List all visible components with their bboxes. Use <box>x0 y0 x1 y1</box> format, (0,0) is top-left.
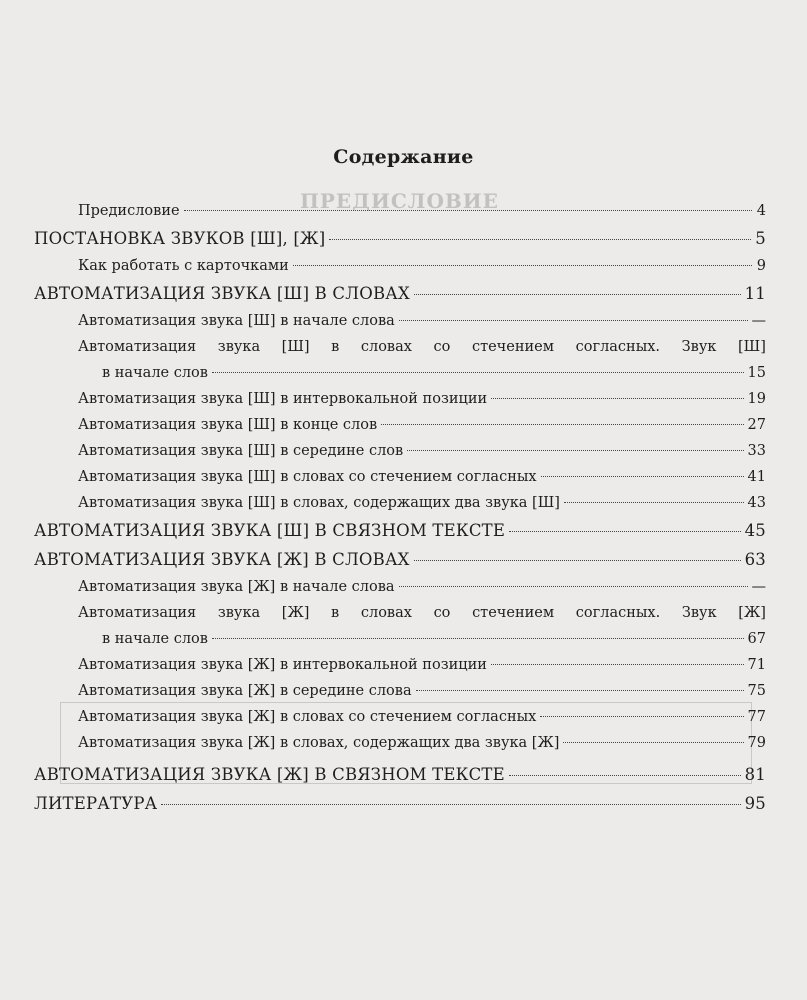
toc-entry[interactable] <box>34 198 766 224</box>
dot-leader <box>184 210 752 211</box>
bleed-through-heading: ПРЕДИСЛОВИЕ <box>300 189 499 213</box>
toc-entry[interactable] <box>34 386 766 412</box>
toc-entry-page: 45 <box>744 521 766 540</box>
toc-entry-label: ПОСТАНОВКА ЗВУКОВ [Ш], [Ж] <box>34 229 326 248</box>
toc-entry[interactable] <box>34 545 766 574</box>
toc-entry-label: АВТОМАТИЗАЦИЯ ЗВУКА [Ж] В СВЯЗНОМ ТЕКСТЕ <box>34 765 505 784</box>
toc-entry-line2 <box>34 626 766 652</box>
toc-entry-multiline[interactable] <box>34 600 766 652</box>
toc-entry-page: 9 <box>756 258 766 274</box>
dot-leader <box>212 372 744 373</box>
toc-entry[interactable] <box>34 652 766 678</box>
toc-entry-page: 11 <box>744 284 766 303</box>
toc-entry-label: Автоматизация звука [Ш] в начале слова <box>78 313 395 329</box>
toc-entry-label: Автоматизация звука [Ж] в словах со стечением согласных <box>78 709 537 725</box>
toc-entry-page: 27 <box>747 417 766 433</box>
toc-entry[interactable] <box>34 678 766 704</box>
dot-leader <box>491 664 744 665</box>
toc-entry-label: Автоматизация звука [Ш] в словах, содержащих два звука [Ш] <box>78 495 560 511</box>
toc-entry-label: Автоматизация звука [Ж] в середине слова <box>78 683 412 699</box>
toc-entry[interactable] <box>34 438 766 464</box>
toc-entry-label-line1: Автоматизация звука [Ш] в словах со стечением согласных. Звук [Ш] <box>78 339 766 355</box>
toc-entry-label: Автоматизация звука [Ж] в начале слова <box>78 579 395 595</box>
toc-entry[interactable] <box>34 704 766 730</box>
toc-entry-label: Автоматизация звука [Ш] в интервокальной позиции <box>78 391 488 407</box>
table-of-contents <box>34 198 766 818</box>
dot-leader <box>509 531 740 532</box>
toc-entry-label: Как работать с карточками <box>78 258 289 274</box>
toc-entry-label: АВТОМАТИЗАЦИЯ ЗВУКА [Ш] В СЛОВАХ <box>34 284 410 303</box>
toc-entry-label: Автоматизация звука [Ш] в середине слов <box>78 443 404 459</box>
toc-entry-label: АВТОМАТИЗАЦИЯ ЗВУКА [Ш] В СВЯЗНОМ ТЕКСТЕ <box>34 521 506 540</box>
toc-entry-line2 <box>34 360 766 386</box>
toc-entry[interactable] <box>34 760 766 789</box>
toc-entry-page: 41 <box>747 469 766 485</box>
dot-leader <box>416 690 744 691</box>
toc-entry[interactable] <box>34 279 766 308</box>
toc-entry-page: 5 <box>755 229 766 248</box>
dot-leader <box>407 450 743 451</box>
dot-leader <box>161 804 740 805</box>
toc-entry[interactable] <box>34 464 766 490</box>
toc-entry-page: 15 <box>747 365 766 381</box>
toc-entry-label: Автоматизация звука [Ш] в конце слов <box>78 417 378 433</box>
dot-leader <box>329 239 751 240</box>
toc-entry-label: АВТОМАТИЗАЦИЯ ЗВУКА [Ж] В СЛОВАХ <box>34 550 410 569</box>
toc-entry[interactable] <box>34 308 766 334</box>
toc-entry-label: в начале слов <box>102 365 208 381</box>
toc-entry[interactable] <box>34 490 766 516</box>
dot-leader <box>381 424 743 425</box>
dot-leader <box>509 775 741 776</box>
toc-entry-label: ЛИТЕРАТУРА <box>34 794 158 813</box>
toc-entry-page: 79 <box>747 735 766 751</box>
dot-leader <box>399 320 748 321</box>
dot-leader <box>293 265 752 266</box>
toc-entry-page: — <box>751 579 766 595</box>
dot-leader <box>399 586 748 587</box>
dot-leader <box>563 742 743 743</box>
toc-entry[interactable] <box>34 253 766 279</box>
toc-entry-page: 75 <box>747 683 766 699</box>
toc-entry[interactable] <box>34 224 766 253</box>
toc-entry[interactable] <box>34 730 766 756</box>
dot-leader <box>540 716 743 717</box>
dot-leader <box>414 560 741 561</box>
toc-entry-multiline[interactable] <box>34 334 766 386</box>
toc-entry-page: 4 <box>756 203 766 219</box>
dot-leader <box>414 294 741 295</box>
toc-entry-label: Автоматизация звука [Ж] в интервокальной позиции <box>78 657 487 673</box>
toc-entry-page: 19 <box>747 391 766 407</box>
toc-entry-page: 77 <box>747 709 766 725</box>
toc-entry[interactable] <box>34 516 766 545</box>
toc-entry[interactable] <box>34 574 766 600</box>
toc-entry-page: 81 <box>744 765 766 784</box>
dot-leader <box>491 398 743 399</box>
toc-entry[interactable] <box>34 412 766 438</box>
toc-entry-page: — <box>751 313 766 329</box>
toc-entry-page: 67 <box>747 631 766 647</box>
toc-entry-label: Автоматизация звука [Ш] в словах со стечением согласных <box>78 469 537 485</box>
dot-leader <box>541 476 744 477</box>
toc-entry-page: 33 <box>747 443 766 459</box>
dot-leader <box>564 502 744 503</box>
toc-entry-page: 63 <box>744 550 766 569</box>
toc-entry-page: 43 <box>747 495 766 511</box>
toc-entry-label-line1: Автоматизация звука [Ж] в словах со стечением согласных. Звук [Ж] <box>78 605 766 621</box>
toc-entry-page: 71 <box>747 657 766 673</box>
toc-entry-label: Автоматизация звука [Ж] в словах, содержащих два звука [Ж] <box>78 735 560 751</box>
toc-entry-label: Предисловие <box>78 203 180 219</box>
toc-entry[interactable] <box>34 789 766 818</box>
toc-entry-page: 95 <box>744 794 766 813</box>
dot-leader <box>212 638 744 639</box>
toc-title: Содержание <box>333 146 474 168</box>
toc-entry-label: в начале слов <box>102 631 208 647</box>
